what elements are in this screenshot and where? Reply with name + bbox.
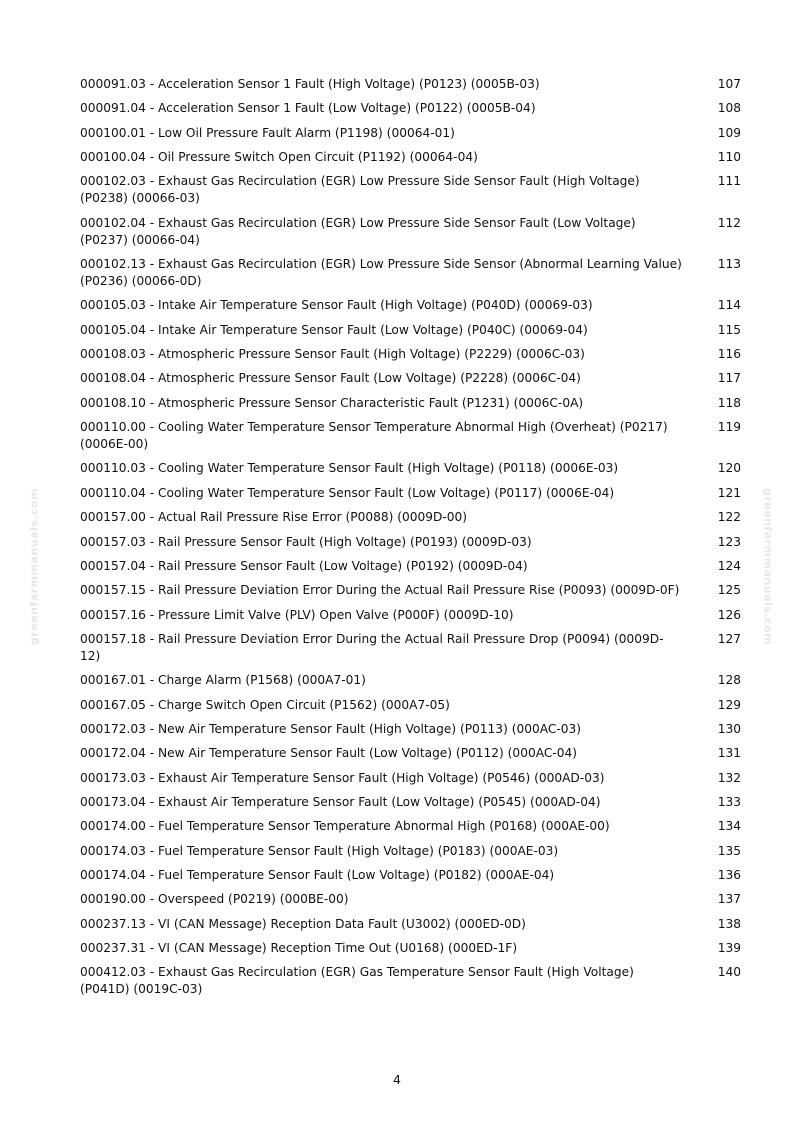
toc-entry-title[interactable]: 000174.00 - Fuel Temperature Sensor Temperature Abnormal High (P0168) (000AE-00) xyxy=(80,819,610,834)
toc-entry-page-number[interactable]: 120 xyxy=(717,461,741,476)
watermark-left: greenfarmmanuals.com xyxy=(27,487,41,646)
toc-entry-page-number[interactable]: 110 xyxy=(717,150,741,165)
toc-entry-title[interactable]: 000108.03 - Atmospheric Pressure Sensor Fault (High Voltage) (P2229) (0006C-03) xyxy=(80,347,585,362)
toc-entry[interactable] xyxy=(80,534,742,551)
toc-entry[interactable] xyxy=(80,100,742,117)
toc-entry[interactable] xyxy=(80,558,742,575)
toc-entry-title[interactable]: 000237.13 - VI (CAN Message) Reception Data Fault (U3002) (000ED-0D) xyxy=(80,916,526,931)
toc-entry-title[interactable]: 000108.10 - Atmospheric Pressure Sensor Characteristic Fault (P1231) (0006C-0A) xyxy=(80,395,584,410)
toc-entry-title[interactable]: 000173.04 - Exhaust Air Temperature Sensor Fault (Low Voltage) (P0545) (000AD-04) xyxy=(80,794,601,809)
toc-entry[interactable] xyxy=(80,582,742,599)
toc-entry-title[interactable]: 000091.03 - Acceleration Sensor 1 Fault (High Voltage) (P0123) (0005B-03) xyxy=(80,77,540,91)
page-number: 4 xyxy=(393,1072,401,1087)
toc-entry-title[interactable]: 000157.15 - Rail Pressure Deviation Error During the Actual Rail Pressure Rise (P0093) (0009D-0F) xyxy=(80,583,680,598)
toc-entry-title[interactable]: 000108.04 - Atmospheric Pressure Sensor Fault (Low Voltage) (P2228) (0006C-04) xyxy=(80,371,581,386)
toc-entry[interactable] xyxy=(80,631,742,665)
toc-entry[interactable] xyxy=(80,867,742,884)
toc-entry-page-number[interactable]: 139 xyxy=(717,941,741,955)
toc-entry-title[interactable]: 000167.01 - Charge Alarm (P1568) (000A7-01) xyxy=(80,673,366,688)
toc-entry-title[interactable]: 000174.03 - Fuel Temperature Sensor Fault (High Voltage) (P0183) (000AE-03) xyxy=(80,843,559,858)
toc-entry-page-number[interactable]: 135 xyxy=(717,843,741,858)
toc-entry-page-number[interactable]: 114 xyxy=(717,298,741,313)
toc-entry-title[interactable]: 000167.05 - Charge Switch Open Circuit (P1562) (000A7-05) xyxy=(80,697,450,712)
toc-entry-title[interactable]: 000091.04 - Acceleration Sensor 1 Fault (Low Voltage) (P0122) (0005B-04) xyxy=(80,101,536,116)
toc-entry-page-number[interactable]: 107 xyxy=(717,77,741,91)
toc-entry-title[interactable]: 000174.04 - Fuel Temperature Sensor Fault (Low Voltage) (P0182) (000AE-04) xyxy=(80,867,555,882)
toc-entry-page-number[interactable]: 138 xyxy=(717,916,741,931)
toc-entry-title[interactable]: 000110.04 - Cooling Water Temperature Sensor Fault (Low Voltage) (P0117) (0006E-04) xyxy=(80,485,615,500)
toc-entry-page-number[interactable]: 116 xyxy=(717,347,741,362)
toc-entry-title[interactable]: 000105.03 - Intake Air Temperature Sensor Fault (High Voltage) (P040D) (00069-03) xyxy=(80,298,593,313)
toc-entry[interactable] xyxy=(80,607,742,624)
toc-entry-page-number[interactable]: 122 xyxy=(717,510,741,525)
toc-entry[interactable] xyxy=(80,891,742,908)
toc-entry-page-number[interactable]: 137 xyxy=(717,892,741,907)
toc-entry-title[interactable]: 000100.01 - Low Oil Pressure Fault Alarm (P1198) (00064-01) xyxy=(80,125,455,140)
toc-entry-page-number[interactable]: 121 xyxy=(717,485,741,500)
toc-entry-title[interactable]: 000102.13 - Exhaust Gas Recirculation (EGR) Low Pressure Side Sensor (Abnormal Learning Value) (P0236) (00066-0D) xyxy=(80,257,682,289)
toc-entry-page-number[interactable]: 111 xyxy=(717,174,741,189)
toc-entry[interactable] xyxy=(80,125,742,142)
toc-entry-page-number[interactable]: 126 xyxy=(717,607,741,622)
toc-entry[interactable] xyxy=(80,509,742,526)
watermark-right: greenfarmmanuals.com xyxy=(761,487,775,646)
toc-entry-page-number[interactable]: 128 xyxy=(717,673,741,688)
toc-entry-page-number[interactable]: 133 xyxy=(717,794,741,809)
toc-entry[interactable] xyxy=(80,916,742,933)
toc-entry[interactable] xyxy=(80,395,742,412)
toc-entry-page-number[interactable]: 125 xyxy=(717,583,741,598)
toc-entry-page-number[interactable]: 113 xyxy=(717,257,741,272)
toc-entry-page-number[interactable]: 115 xyxy=(717,322,741,337)
toc-entry[interactable] xyxy=(80,818,742,835)
toc-entry-page-number[interactable]: 123 xyxy=(717,534,741,549)
toc-entry-page-number[interactable]: 140 xyxy=(717,965,741,980)
table-of-contents xyxy=(80,76,742,1006)
toc-entry[interactable] xyxy=(80,149,742,166)
toc-entry[interactable] xyxy=(80,322,742,339)
toc-entry[interactable] xyxy=(80,370,742,387)
toc-entry-title[interactable]: 000190.00 - Overspeed (P0219) (000BE-00) xyxy=(80,892,349,907)
toc-entry[interactable] xyxy=(80,940,742,957)
toc-entry-title[interactable]: 000157.16 - Pressure Limit Valve (PLV) Open Valve (P000F) (0009D-10) xyxy=(80,607,514,622)
toc-entry-title[interactable]: 000102.03 - Exhaust Gas Recirculation (EGR) Low Pressure Side Sensor Fault (High Voltage) (P0238) (00066-03) xyxy=(80,174,640,206)
toc-entry[interactable] xyxy=(80,672,742,689)
toc-entry-title[interactable]: 000102.04 - Exhaust Gas Recirculation (EGR) Low Pressure Side Sensor Fault (Low Voltage) (P0237) (00066-04) xyxy=(80,215,636,247)
toc-entry-title[interactable]: 000110.00 - Cooling Water Temperature Sensor Temperature Abnormal High (Overheat) (P0217) (0006E-00) xyxy=(80,420,668,452)
toc-entry-title[interactable]: 000100.04 - Oil Pressure Switch Open Circuit (P1192) (00064-04) xyxy=(80,150,478,165)
toc-entry[interactable] xyxy=(80,76,742,93)
toc-entry-page-number[interactable]: 109 xyxy=(717,125,741,140)
toc-entry-page-number[interactable]: 127 xyxy=(717,631,741,646)
toc-entry-page-number[interactable]: 124 xyxy=(717,558,741,573)
toc-entry-page-number[interactable]: 119 xyxy=(717,420,741,435)
toc-entry[interactable] xyxy=(80,173,742,207)
toc-entry[interactable] xyxy=(80,215,742,249)
toc-entry[interactable] xyxy=(80,419,742,453)
toc-entry-page-number[interactable]: 132 xyxy=(717,770,741,785)
toc-entry-page-number[interactable]: 131 xyxy=(717,746,741,761)
toc-entry-title[interactable]: 000105.04 - Intake Air Temperature Sensor Fault (Low Voltage) (P040C) (00069-04) xyxy=(80,322,588,337)
toc-entry[interactable] xyxy=(80,721,742,738)
toc-entry[interactable] xyxy=(80,794,742,811)
toc-entry[interactable] xyxy=(80,460,742,477)
toc-entry-page-number[interactable]: 129 xyxy=(717,697,741,712)
toc-entry[interactable] xyxy=(80,964,742,998)
toc-entry-title[interactable]: 000110.03 - Cooling Water Temperature Sensor Fault (High Voltage) (P0118) (0006E-03) xyxy=(80,461,619,476)
toc-entry-title[interactable]: 000172.03 - New Air Temperature Sensor Fault (High Voltage) (P0113) (000AC-03) xyxy=(80,721,582,736)
toc-entry-page-number[interactable]: 136 xyxy=(717,867,741,882)
toc-entry-page-number[interactable]: 117 xyxy=(717,371,741,386)
toc-entry[interactable] xyxy=(80,346,742,363)
toc-entry-page-number[interactable]: 118 xyxy=(717,395,741,410)
toc-entry-title[interactable]: 000412.03 - Exhaust Gas Recirculation (EGR) Gas Temperature Sensor Fault (High Voltage) (P041D) (0019C-03) xyxy=(80,965,634,997)
toc-entry-page-number[interactable]: 108 xyxy=(717,101,741,116)
toc-entry[interactable] xyxy=(80,485,742,502)
toc-entry-title[interactable]: 000173.03 - Exhaust Air Temperature Sensor Fault (High Voltage) (P0546) (000AD-03) xyxy=(80,770,605,785)
toc-entry[interactable] xyxy=(80,256,742,290)
toc-entry[interactable] xyxy=(80,770,742,787)
toc-entry[interactable] xyxy=(80,697,742,714)
toc-entry-page-number[interactable]: 112 xyxy=(717,215,741,230)
toc-entry[interactable] xyxy=(80,843,742,860)
toc-entry-title[interactable]: 000237.31 - VI (CAN Message) Reception Time Out (U0168) (000ED-1F) xyxy=(80,941,518,955)
toc-entry-title[interactable]: 000157.04 - Rail Pressure Sensor Fault (Low Voltage) (P0192) (0009D-04) xyxy=(80,558,528,573)
toc-entry-page-number[interactable]: 130 xyxy=(717,721,741,736)
toc-entry-title[interactable]: 000157.18 - Rail Pressure Deviation Error During the Actual Rail Pressure Drop (P0094) (0009D-12) xyxy=(80,631,664,663)
toc-entry-page-number[interactable]: 134 xyxy=(717,819,741,834)
toc-entry[interactable] xyxy=(80,745,742,762)
toc-entry[interactable] xyxy=(80,297,742,314)
toc-entry-title[interactable]: 000157.03 - Rail Pressure Sensor Fault (High Voltage) (P0193) (0009D-03) xyxy=(80,534,532,549)
toc-entry-title[interactable]: 000172.04 - New Air Temperature Sensor Fault (Low Voltage) (P0112) (000AC-04) xyxy=(80,746,577,761)
toc-entry-title[interactable]: 000157.00 - Actual Rail Pressure Rise Error (P0088) (0009D-00) xyxy=(80,510,468,525)
